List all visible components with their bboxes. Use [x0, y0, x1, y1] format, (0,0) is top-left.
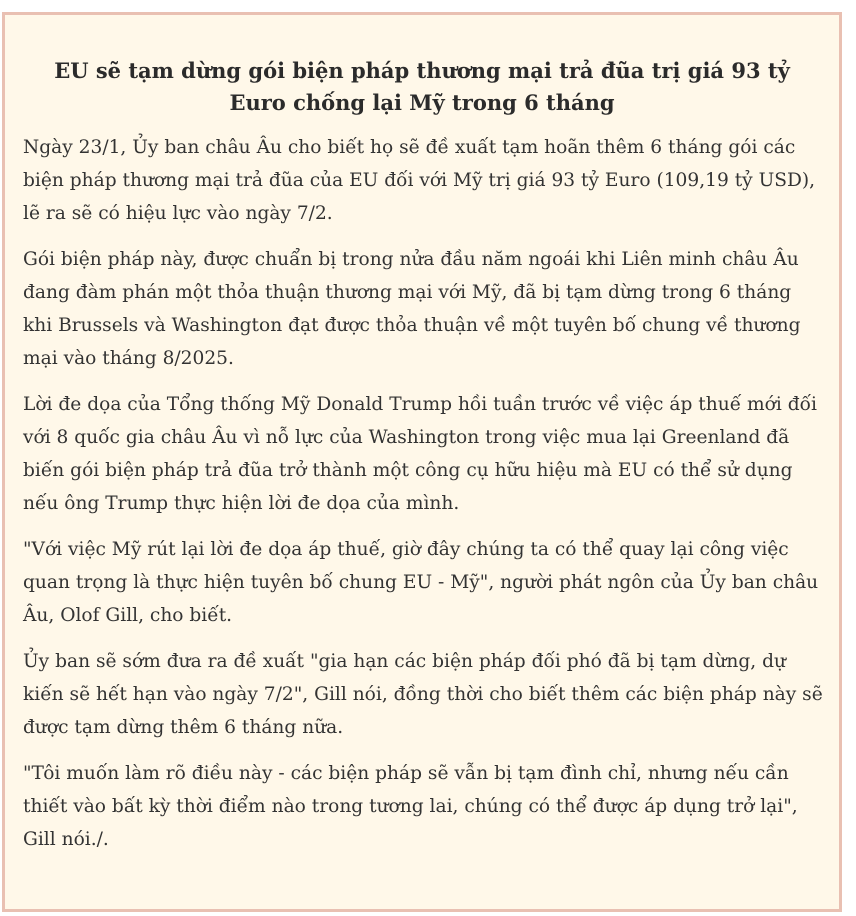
article-title: EU sẽ tạm dừng gói biện pháp thương mại trả đũa trị giá 93 tỷ Euro chống lại Mỹ trong 6 tháng	[54, 58, 790, 115]
paragraph: Ủy ban sẽ sớm đưa ra đề xuất "gia hạn các biện pháp đối phó đã bị tạm dừng, dự kiến sẽ hết hạn vào ngày 7/2", Gill nói, đồng thời cho biết thêm các biện pháp này sẽ được tạm dừng thêm 6 tháng nữa.	[23, 651, 823, 738]
article-box	[2, 12, 842, 912]
paragraph: Gói biện pháp này, được chuẩn bị trong nửa đầu năm ngoái khi Liên minh châu Âu đang đàm phán một thỏa thuận thương mại với Mỹ, đã bị tạm dừng trong 6 tháng khi Brussels và Washington đạt được thỏa thuận về một tuyên bố chung về thương mại vào tháng 8/2025.	[23, 249, 801, 369]
paragraph: "Với việc Mỹ rút lại lời đe dọa áp thuế, giờ đây chúng ta có thể quay lại công việc quan trọng là thực hiện tuyên bố chung EU - Mỹ", người phát ngôn của Ủy ban châu Âu, Olof Gill, cho biết.	[23, 539, 819, 626]
paragraph: "Tôi muốn làm rõ điều này - các biện pháp sẽ vẫn bị tạm đình chỉ, nhưng nếu cần thiết vào bất kỳ thời điểm nào trong tương lai, chúng có thể được áp dụng trở lại", Gill nói./.	[23, 763, 798, 850]
paragraph: Lời đe dọa của Tổng thống Mỹ Donald Trump hồi tuần trước về việc áp thuế mới đối với 8 quốc gia châu Âu vì nỗ lực của Washington trong việc mua lại Greenland đã biến gói biện pháp trả đũa trở thành một công cụ hữu hiệu mà EU có thể sử dụng nếu ông Trump thực hiện lời đe dọa của mình.	[23, 394, 817, 514]
article-body	[23, 131, 825, 856]
paragraph: Ngày 23/1, Ủy ban châu Âu cho biết họ sẽ đề xuất tạm hoãn thêm 6 tháng gói các biện pháp thương mại trả đũa của EU đối với Mỹ trị giá 93 tỷ Euro (109,19 tỷ USD), lẽ ra sẽ có hiệu lực vào ngày 7/2.	[23, 137, 816, 224]
